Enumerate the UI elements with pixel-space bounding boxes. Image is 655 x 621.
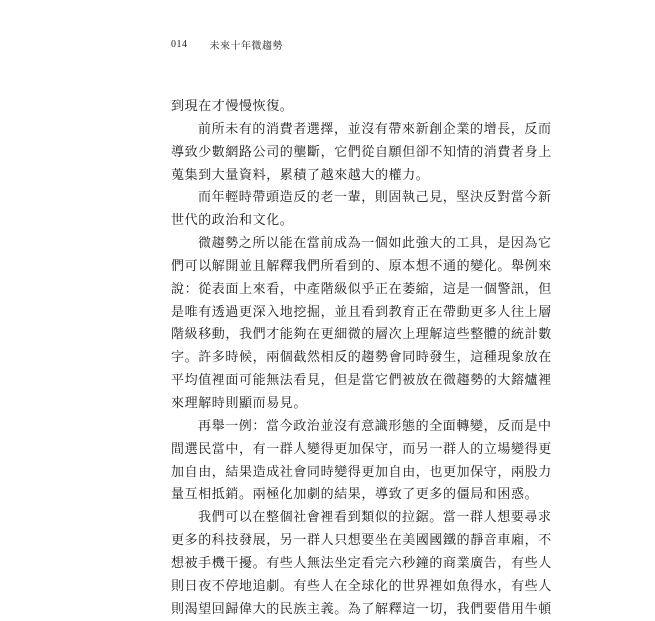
text-line: 前所未有的消費者選擇，並沒有帶來新創企業的增長，反而: [198, 121, 552, 137]
text-line: 則日夜不停地追劇。有些人在全球化的世界裡如魚得水，有些人: [171, 578, 552, 594]
text-line: 更多的科技發展，另一群人只想要坐在美國國鐵的靜音車廂，不: [171, 533, 552, 549]
running-header: [171, 37, 283, 51]
text-line: 而年輕時帶頭造反的老一輩，則固執己見，堅決反對當今新: [198, 190, 552, 206]
text-line: 蒐集到大量資料，累積了越來越大的權力。: [171, 167, 430, 183]
page-number: 014: [171, 38, 188, 50]
text-line: 字。許多時候，兩個截然相反的趨勢會同時發生，這種現象放在: [171, 350, 552, 366]
text-line: 量互相抵銷。兩極化加劇的結果，導致了更多的僵局和困惑。: [171, 487, 539, 503]
body-text: [171, 96, 552, 621]
text-line: 來理解時則顯而易見。: [171, 395, 308, 411]
text-line: 則渴望回歸偉大的民族主義。為了解釋這一切，我們要借用牛頓: [171, 601, 552, 617]
text-line: 們可以解開並且解釋我們所看到的、原本想不通的變化。舉例來: [171, 258, 552, 274]
text-line: 加自由，結果造成社會同時變得更加自由，也更加保守，兩股力: [171, 464, 552, 480]
text-line: 階級移動，我們才能夠在更細微的層次上理解這些整體的統計數: [171, 327, 552, 343]
text-line: 是唯有透過更深入地挖掘，並且看到教育正在帶動更多人往上層: [171, 304, 552, 320]
text-line: 世代的政治和文化。: [171, 213, 294, 229]
text-line: 間選民當中，有一群人變得更加保守，而另一群人的立場變得更: [171, 441, 552, 457]
text-line: 微趨勢之所以能在當前成為一個如此強大的工具，是因為它: [198, 236, 552, 252]
text-line: 說：從表面上來看，中產階級似乎正在萎縮，這是一個警訊，但: [171, 281, 552, 297]
text-line: 我們可以在整個社會裡看到類似的拉鋸。當一群人想要尋求: [198, 510, 552, 526]
text-line: 導致少數網路公司的壟斷，它們從自願但卻不知情的消費者身上: [171, 144, 552, 160]
text-line: 想被手機干擾。有些人無法坐定看完六秒鐘的商業廣告，有些人: [171, 555, 552, 571]
text-line: 平均值裡面可能無法看見，但是當它們被放在微趨勢的大鎔爐裡: [171, 373, 552, 389]
text-line: 再舉一例：當今政治並沒有意識形態的全面轉變，反而是中: [198, 418, 552, 434]
book-title: 未來十年微趨勢: [209, 40, 283, 52]
text-line: 到現在才慢慢恢復。: [171, 99, 294, 114]
